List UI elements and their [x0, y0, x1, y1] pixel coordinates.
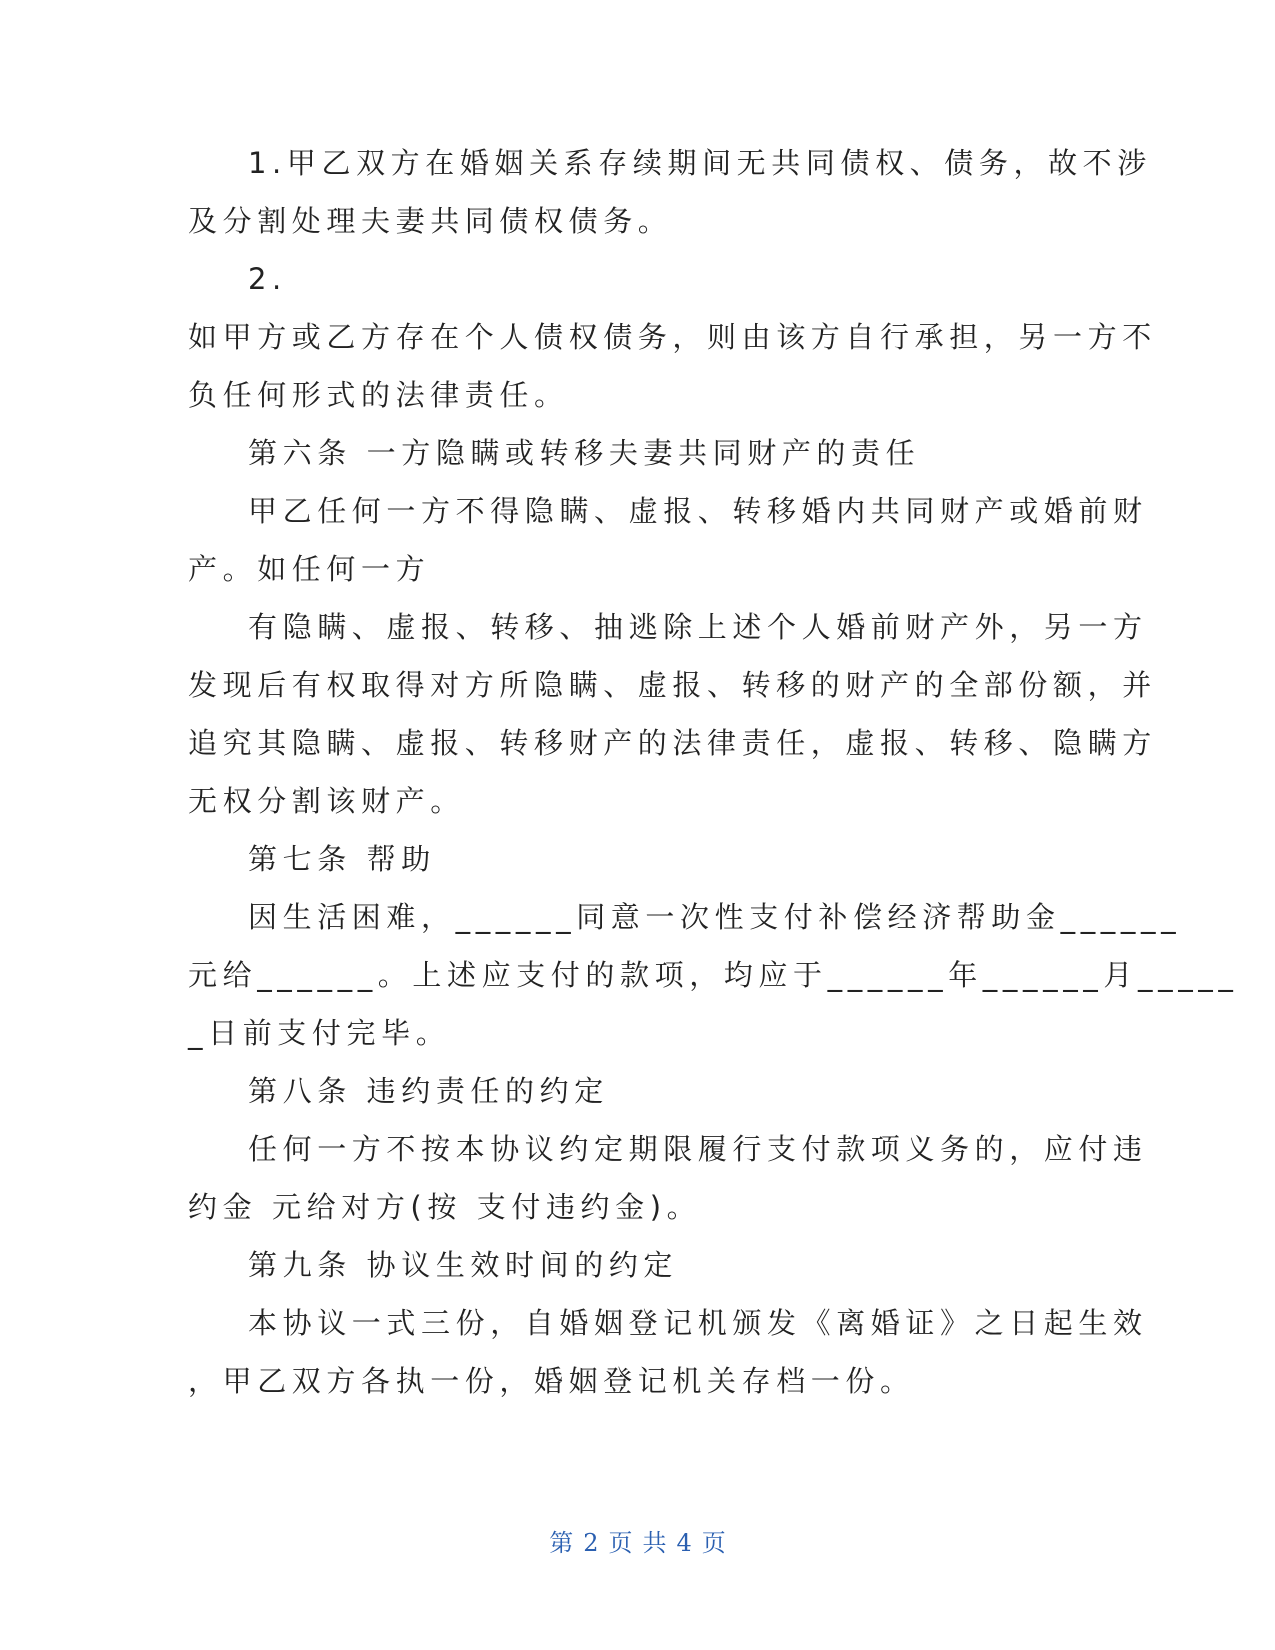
paragraph-line-8: 产。如任何一方 [188, 552, 431, 586]
footer-ye-label-2: 页 [701, 1529, 726, 1557]
footer-page-label: 第 [549, 1529, 574, 1557]
footer-ye-label: 页 [608, 1529, 633, 1557]
paragraph-line-2: 及分割处理夫妻共同债权债务。 [188, 204, 673, 238]
paragraph-line-4: 如甲方或乙方存在个人债权债务，则由该方自行承担，另一方不 [188, 320, 1157, 354]
paragraph-line-10: 发现后有权取得对方所隐瞒、虚报、转移的财产的全部份额，并 [188, 668, 1157, 702]
paragraph-line-5: 负任何形式的法律责任。 [188, 378, 569, 412]
article-9-heading: 第九条 协议生效时间的约定 [248, 1248, 679, 1282]
footer-total-label: 共 [642, 1529, 667, 1557]
paragraph-line-21: 本协议一式三份，自婚姻登记机颁发《离婚证》之日起生效 [248, 1306, 1148, 1340]
paragraph-line-16: _日前支付完毕。 [188, 1016, 451, 1050]
footer-total-pages: 4 [676, 1529, 692, 1557]
paragraph-line-15: 元给______。上述应支付的款项，均应于______年______月_____ [188, 958, 1239, 992]
paragraph-line-11: 追究其隐瞒、虚报、转移财产的法律责任，虚报、转移、隐瞒方 [188, 726, 1157, 760]
article-7-heading: 第七条 帮助 [248, 842, 436, 876]
footer-current-page: 2 [583, 1529, 599, 1557]
article-6-heading: 第六条 一方隐瞒或转移夫妻共同财产的责任 [248, 436, 921, 470]
article-8-heading: 第八条 违约责任的约定 [248, 1074, 609, 1108]
paragraph-line-19: 约金 元给对方(按 支付违约金)。 [188, 1190, 702, 1224]
paragraph-line-1: 1.甲乙双方在婚姻关系存续期间无共同债权、债务，故不涉 [248, 146, 1152, 180]
paragraph-line-18: 任何一方不按本协议约定期限履行支付款项义务的，应付违 [248, 1132, 1148, 1166]
paragraph-line-9: 有隐瞒、虚报、转移、抽逃除上述个人婚前财产外，另一方 [248, 610, 1148, 644]
paragraph-line-7: 甲乙任何一方不得隐瞒、虚报、转移婚内共同财产或婚前财 [248, 494, 1148, 528]
paragraph-line-14: 因生活困难，______同意一次性支付补偿经济帮助金______ [248, 900, 1182, 934]
paragraph-line-12: 无权分割该财产。 [188, 784, 465, 818]
paragraph-line-22: ，甲乙双方各执一份，婚姻登记机关存档一份。 [188, 1364, 915, 1398]
page-footer [0, 1527, 1275, 1559]
paragraph-line-3: 2. [248, 262, 287, 296]
